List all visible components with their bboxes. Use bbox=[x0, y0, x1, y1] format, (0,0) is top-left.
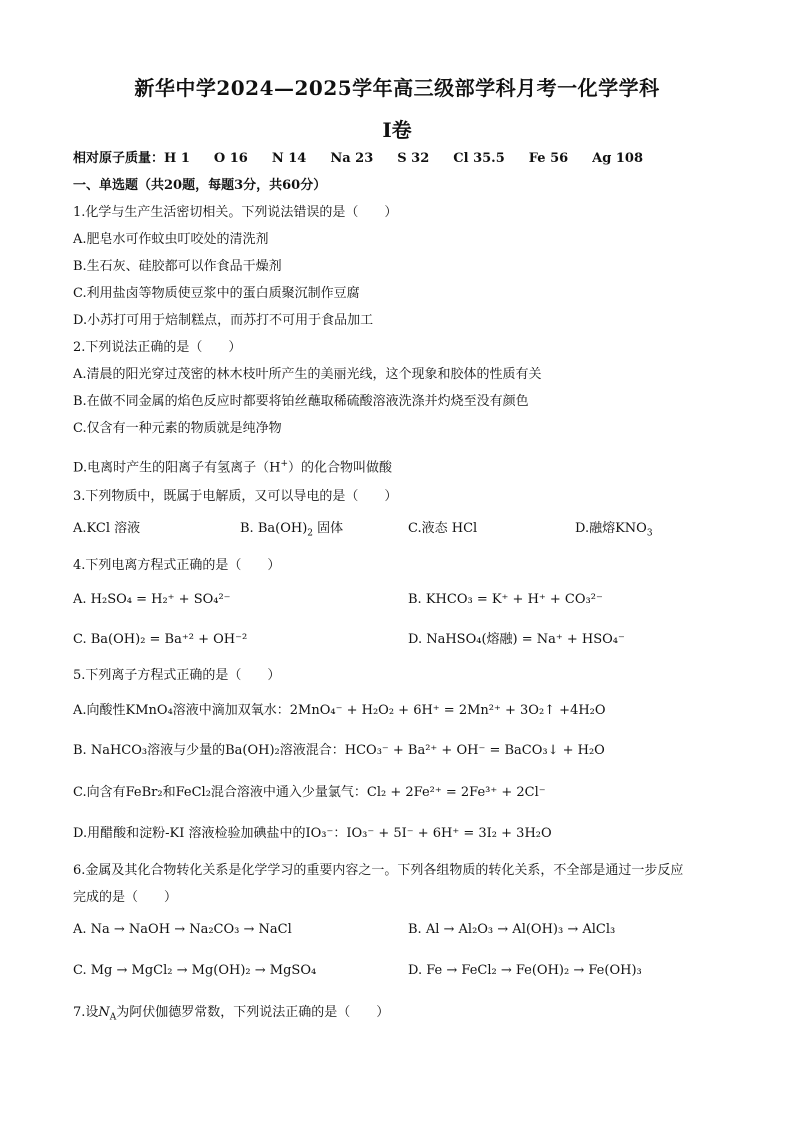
q6-option-d: D. Fe → FeCl₂ → Fe(OH)₂ → Fe(OH)₃ bbox=[408, 963, 642, 978]
q5-option-d: D.用醋酸和淀粉-KI 溶液检验加碘盐中的IO₃⁻：IO₃⁻ + 5I⁻ + 6H⁺ = 3I₂ + 3H₂O bbox=[73, 826, 552, 841]
q2-option-d bbox=[73, 455, 392, 477]
q6-option-c: C. Mg → MgCl₂ → Mg(OH)₂ → MgSO₄ bbox=[73, 963, 317, 978]
q6-stem-line1: 6.金属及其化合物转化关系是化学学习的重要内容之一。下列各组物质的转化关系，不全部是通过一步反应 bbox=[73, 863, 684, 878]
exam-subtitle: Ⅰ卷 bbox=[382, 118, 412, 142]
q5-option-a: A.向酸性KMnO₄溶液中滴加双氧水：2MnO₄⁻ + H₂O₂ + 6H⁺ = 2Mn²⁺ + 3O₂↑ +4H₂O bbox=[73, 703, 606, 718]
mass-fe: Fe 56 bbox=[528, 151, 569, 166]
q4-option-a: A. H₂SO₄ = H₂⁺ + SO₄²⁻ bbox=[73, 592, 231, 607]
q4-option-b: B. KHCO₃ = K⁺ + H⁺ + CO₃²⁻ bbox=[408, 592, 603, 607]
mass-cl: Cl 35.5 bbox=[453, 151, 505, 166]
q5-option-b: B. NaHCO₃溶液与少量的Ba(OH)₂溶液混合：HCO₃⁻ + Ba²⁺ + OH⁻ = BaCO₃↓ + H₂O bbox=[73, 743, 605, 758]
exam-title: 新华中学2024—2025学年高三级部学科月考一化学学科 bbox=[134, 76, 660, 100]
q2-d-sup: + bbox=[280, 459, 288, 469]
q7-var-sub: A bbox=[109, 1012, 117, 1023]
q2-option-a: A.清晨的阳光穿过茂密的林木枝叶所产生的美丽光线，这个现象和胶体的性质有关 bbox=[73, 367, 542, 382]
q3-option-c: C.液态 HCl bbox=[408, 521, 478, 536]
atomic-mass-line bbox=[73, 150, 667, 168]
q7-text: 7.设 bbox=[73, 1005, 99, 1020]
q6-stem-line2: 完成的是（ ） bbox=[73, 890, 178, 905]
mass-na: Na 23 bbox=[330, 151, 374, 166]
q2-d-text: D.电离时产生的阳离子有氢离子（H bbox=[73, 460, 281, 476]
q6-option-a: A. Na → NaOH → Na₂CO₃ → NaCl bbox=[73, 922, 292, 937]
q1-option-c: C.利用盐卤等物质使豆浆中的蛋白质聚沉制作豆腐 bbox=[73, 286, 360, 301]
mass-n: N 14 bbox=[271, 151, 307, 166]
q5-option-c: C.向含有FeBr₂和FeCl₂混合溶液中通入少量氯气：Cl₂ + 2Fe²⁺ = 2Fe³⁺ + 2Cl⁻ bbox=[73, 785, 546, 800]
q7-var: N bbox=[98, 1005, 110, 1020]
q5-stem: 5.下列离子方程式正确的是（ ） bbox=[73, 668, 281, 683]
mass-ag: Ag 108 bbox=[592, 151, 644, 166]
q3-d-text: D.融熔KNO bbox=[575, 521, 647, 536]
q3-b-text-end: 固体 bbox=[313, 521, 344, 536]
q2-option-b: B.在做不同金属的焰色反应时都要将铂丝蘸取稀硫酸溶液洗涤并灼烧至没有颜色 bbox=[73, 394, 529, 409]
q3-stem: 3.下列物质中，既属于电解质，又可以导电的是（ ） bbox=[73, 489, 398, 504]
q4-option-c: C. Ba(OH)₂ = Ba⁺² + OH⁻² bbox=[73, 632, 248, 647]
q3-b-text: B. Ba(OH) bbox=[240, 521, 308, 536]
q3-option-a: A.KCl 溶液 bbox=[73, 521, 141, 536]
section-heading: 一、单选题（共20题，每题3分，共60分） bbox=[73, 178, 327, 193]
q1-option-d: D.小苏打可用于焙制糕点，而苏打不可用于食品加工 bbox=[73, 313, 374, 328]
q3-option-d bbox=[575, 520, 653, 543]
q6-option-b: B. Al → Al₂O₃ → Al(OH)₃ → AlCl₃ bbox=[408, 922, 616, 937]
q4-option-d: D. NaHSO₄(熔融) = Na⁺ + HSO₄⁻ bbox=[408, 632, 625, 647]
q1-option-a: A.肥皂水可作蚊虫叮咬处的清洗剂 bbox=[73, 232, 269, 247]
q3-b-sub: 2 bbox=[307, 528, 313, 539]
q7-stem bbox=[73, 1004, 389, 1027]
q2-d-text-end: ）的化合物叫做酸 bbox=[287, 460, 392, 476]
q1-stem: 1.化学与生产生活密切相关。下列说法错误的是（ ） bbox=[73, 205, 398, 220]
mass-o: O 16 bbox=[213, 151, 248, 166]
q7-text-end: 为阿伏伽德罗常数，下列说法正确的是（ ） bbox=[116, 1005, 390, 1020]
q1-option-b: B.生石灰、硅胶都可以作食品干燥剂 bbox=[73, 259, 282, 274]
mass-s: S 32 bbox=[397, 151, 430, 166]
q2-option-c: C.仅含有一种元素的物质就是纯净物 bbox=[73, 421, 282, 436]
q3-option-b bbox=[240, 520, 343, 543]
q2-stem: 2.下列说法正确的是（ ） bbox=[73, 340, 242, 355]
atomic-mass-label: 相对原子质量： bbox=[73, 151, 165, 166]
q4-stem: 4.下列电离方程式正确的是（ ） bbox=[73, 558, 281, 573]
mass-h: H 1 bbox=[164, 151, 190, 166]
q3-d-sub: 3 bbox=[646, 528, 653, 539]
